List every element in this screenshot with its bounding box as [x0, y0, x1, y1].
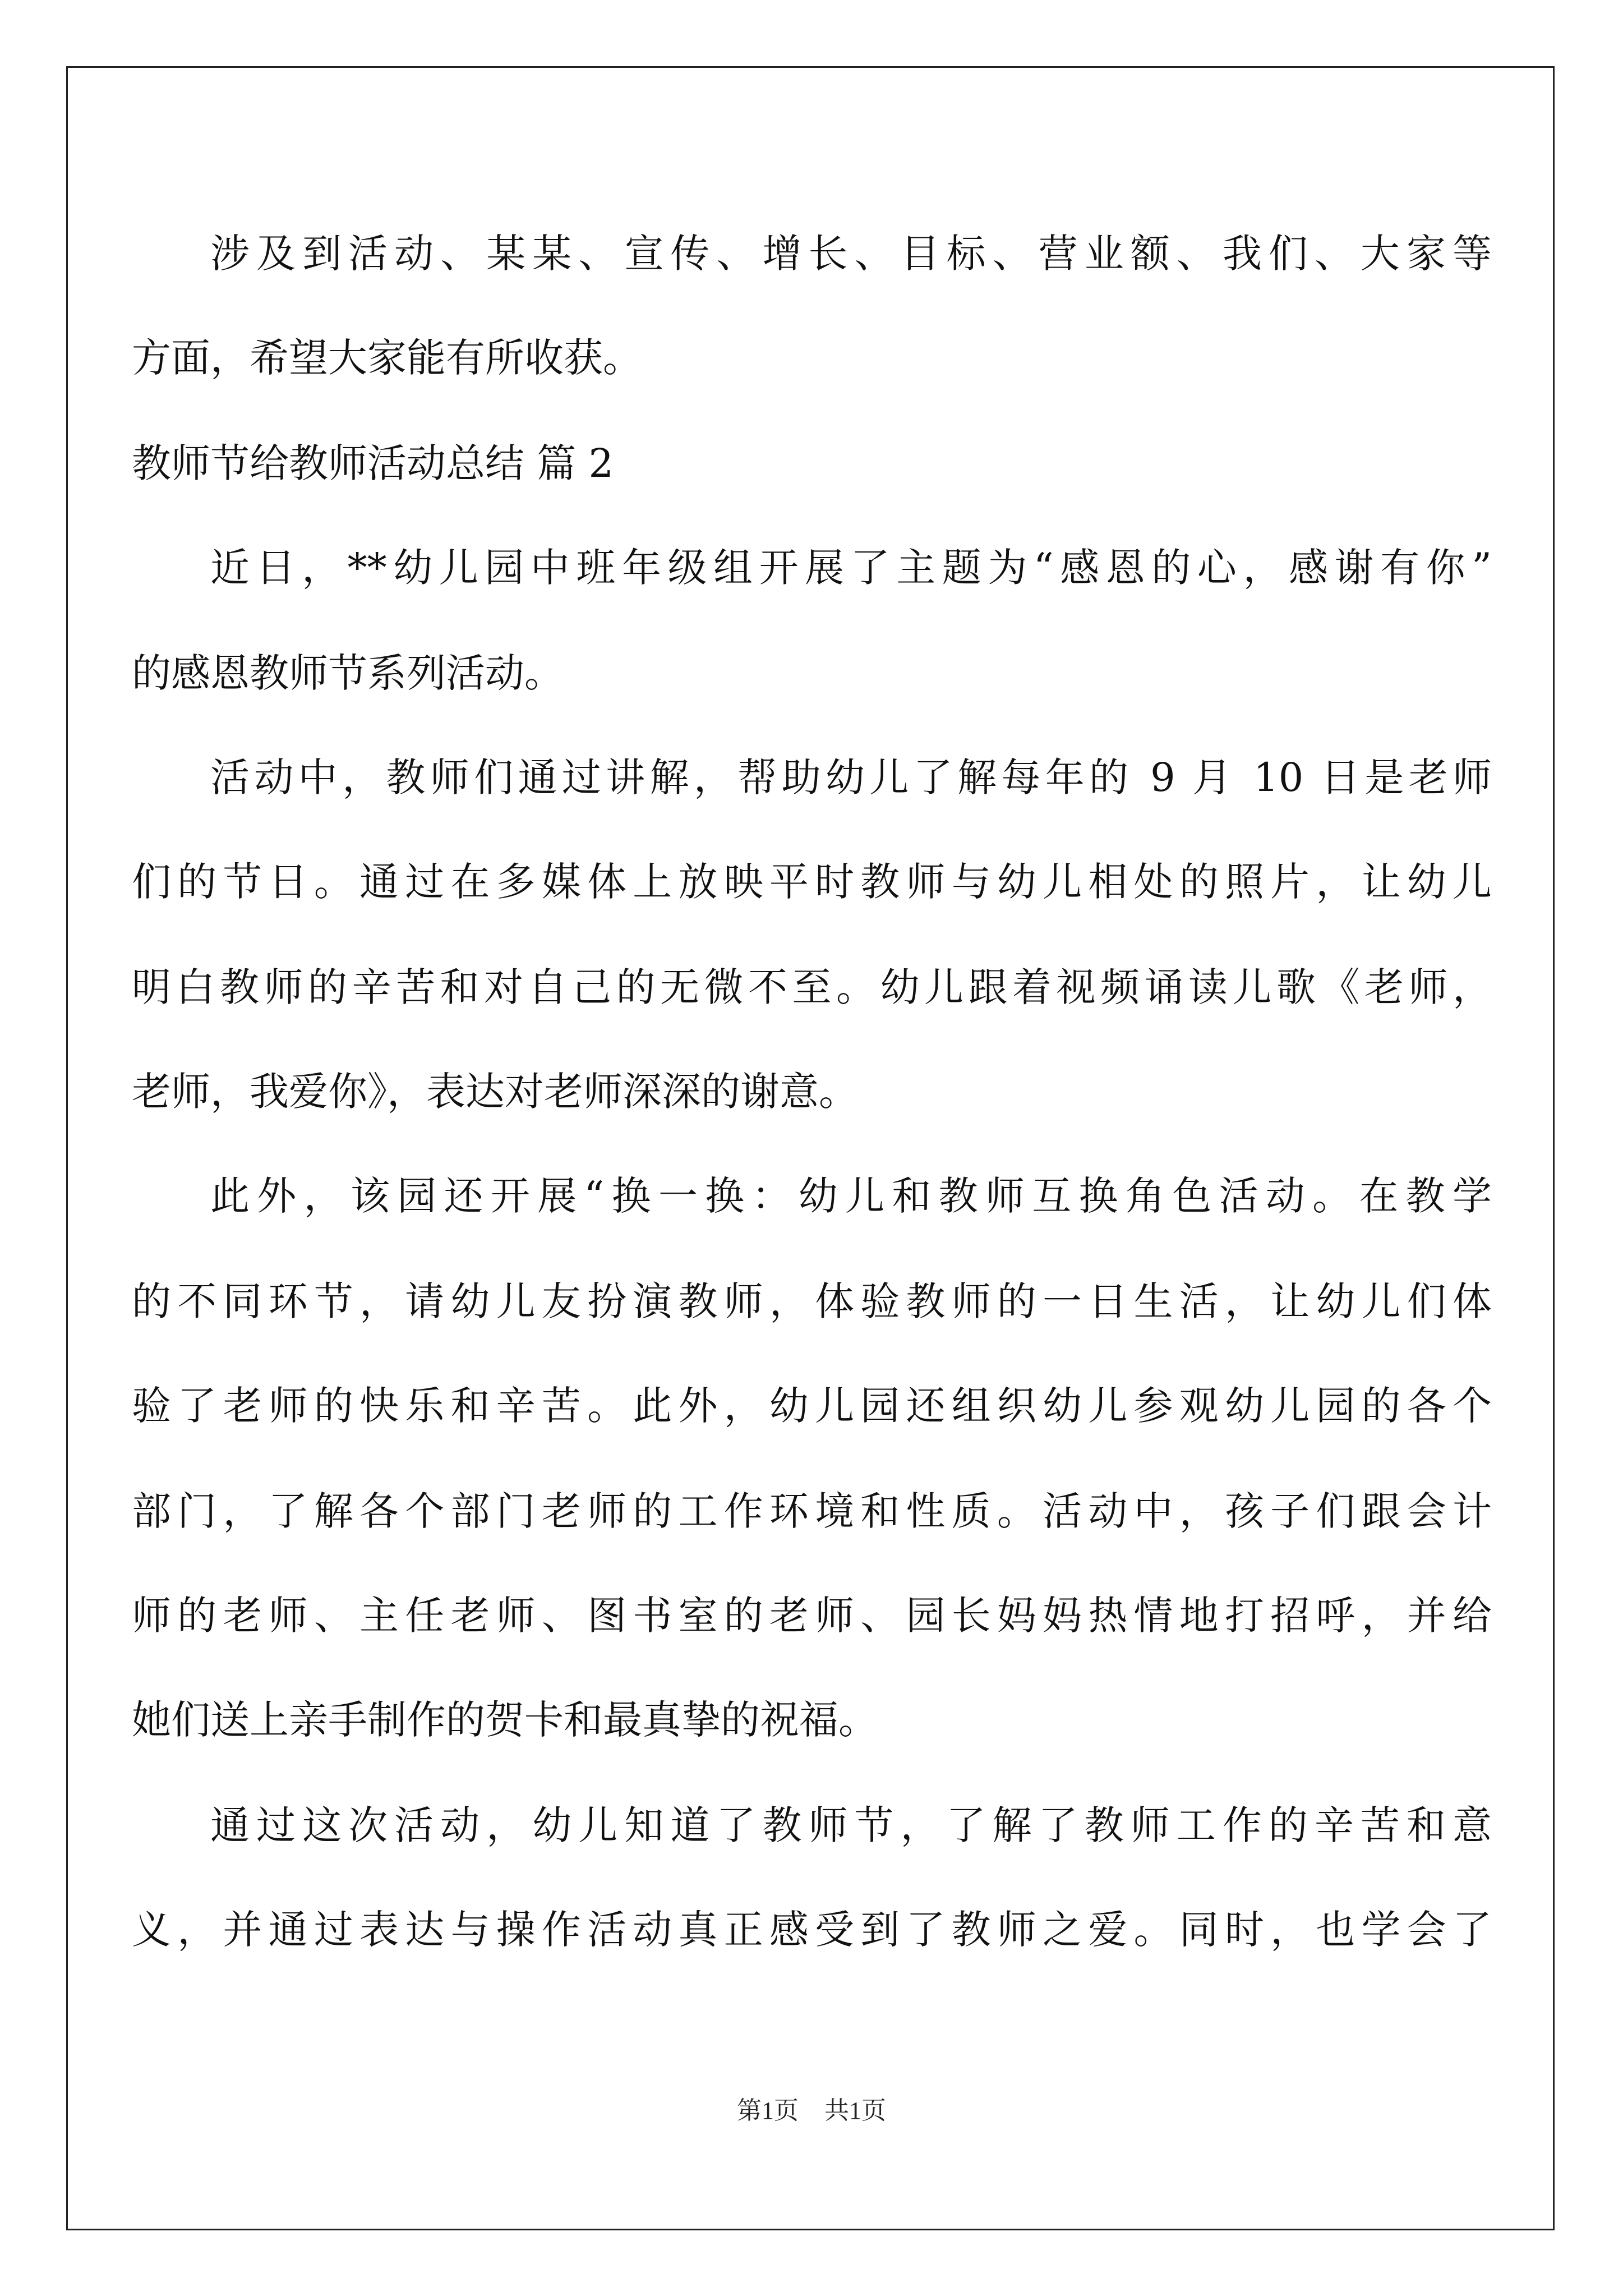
page-number: 第1页 [737, 2097, 799, 2124]
page-total: 共1页 [824, 2097, 886, 2124]
paragraph-line: 涉及到活动、某某、宣传、增长、目标、营业额、我们、大家等 [210, 231, 1492, 277]
paragraph-line: 明白教师的辛苦和对自己的无微不至。幼儿跟着视频诵读儿歌《老师， [132, 964, 1492, 1010]
paragraph-line: 通过这次活动，幼儿知道了教师节，了解了教师工作的辛苦和意 [210, 1802, 1492, 1848]
paragraph-line: 义，并通过表达与操作活动真正感受到了教师之爱。同时，也学会了 [132, 1907, 1492, 1953]
paragraph-line: 的感恩教师节系列活动。 [132, 650, 564, 696]
paragraph-line: 部门，了解各个部门老师的工作环境和性质。活动中，孩子们跟会计 [132, 1488, 1492, 1534]
paragraph-line: 活动中，教师们通过讲解，帮助幼儿了解每年的 9 月 10 日是老师 [210, 754, 1492, 800]
paragraph-line: 验了老师的快乐和辛苦。此外，幼儿园还组织幼儿参观幼儿园的各个 [132, 1383, 1492, 1429]
paragraph-line: 她们送上亲手制作的贺卡和最真挚的祝福。 [132, 1697, 878, 1743]
section-heading: 教师节给教师活动总结 篇 2 [132, 440, 614, 486]
paragraph-line: 方面，希望大家能有所收获。 [132, 335, 642, 381]
paragraph-line: 老师，我爱你》，表达对老师深深的谢意。 [132, 1069, 858, 1115]
paragraph-line: 的不同环节，请幼儿友扮演教师，体验教师的一日生活，让幼儿们体 [132, 1278, 1492, 1324]
page-footer [0, 2090, 1623, 2126]
paragraph-line: 此外，该园还开展“换一换：幼儿和教师互换角色活动。在教学 [210, 1173, 1492, 1219]
paragraph-line: 近日，**幼儿园中班年级组开展了主题为“感恩的心，感谢有你” [210, 545, 1492, 591]
paragraph-line: 师的老师、主任老师、图书室的老师、园长妈妈热情地打招呼，并给 [132, 1593, 1492, 1639]
paragraph-line: 们的节日。通过在多媒体上放映平时教师与幼儿相处的照片，让幼儿 [132, 859, 1492, 905]
